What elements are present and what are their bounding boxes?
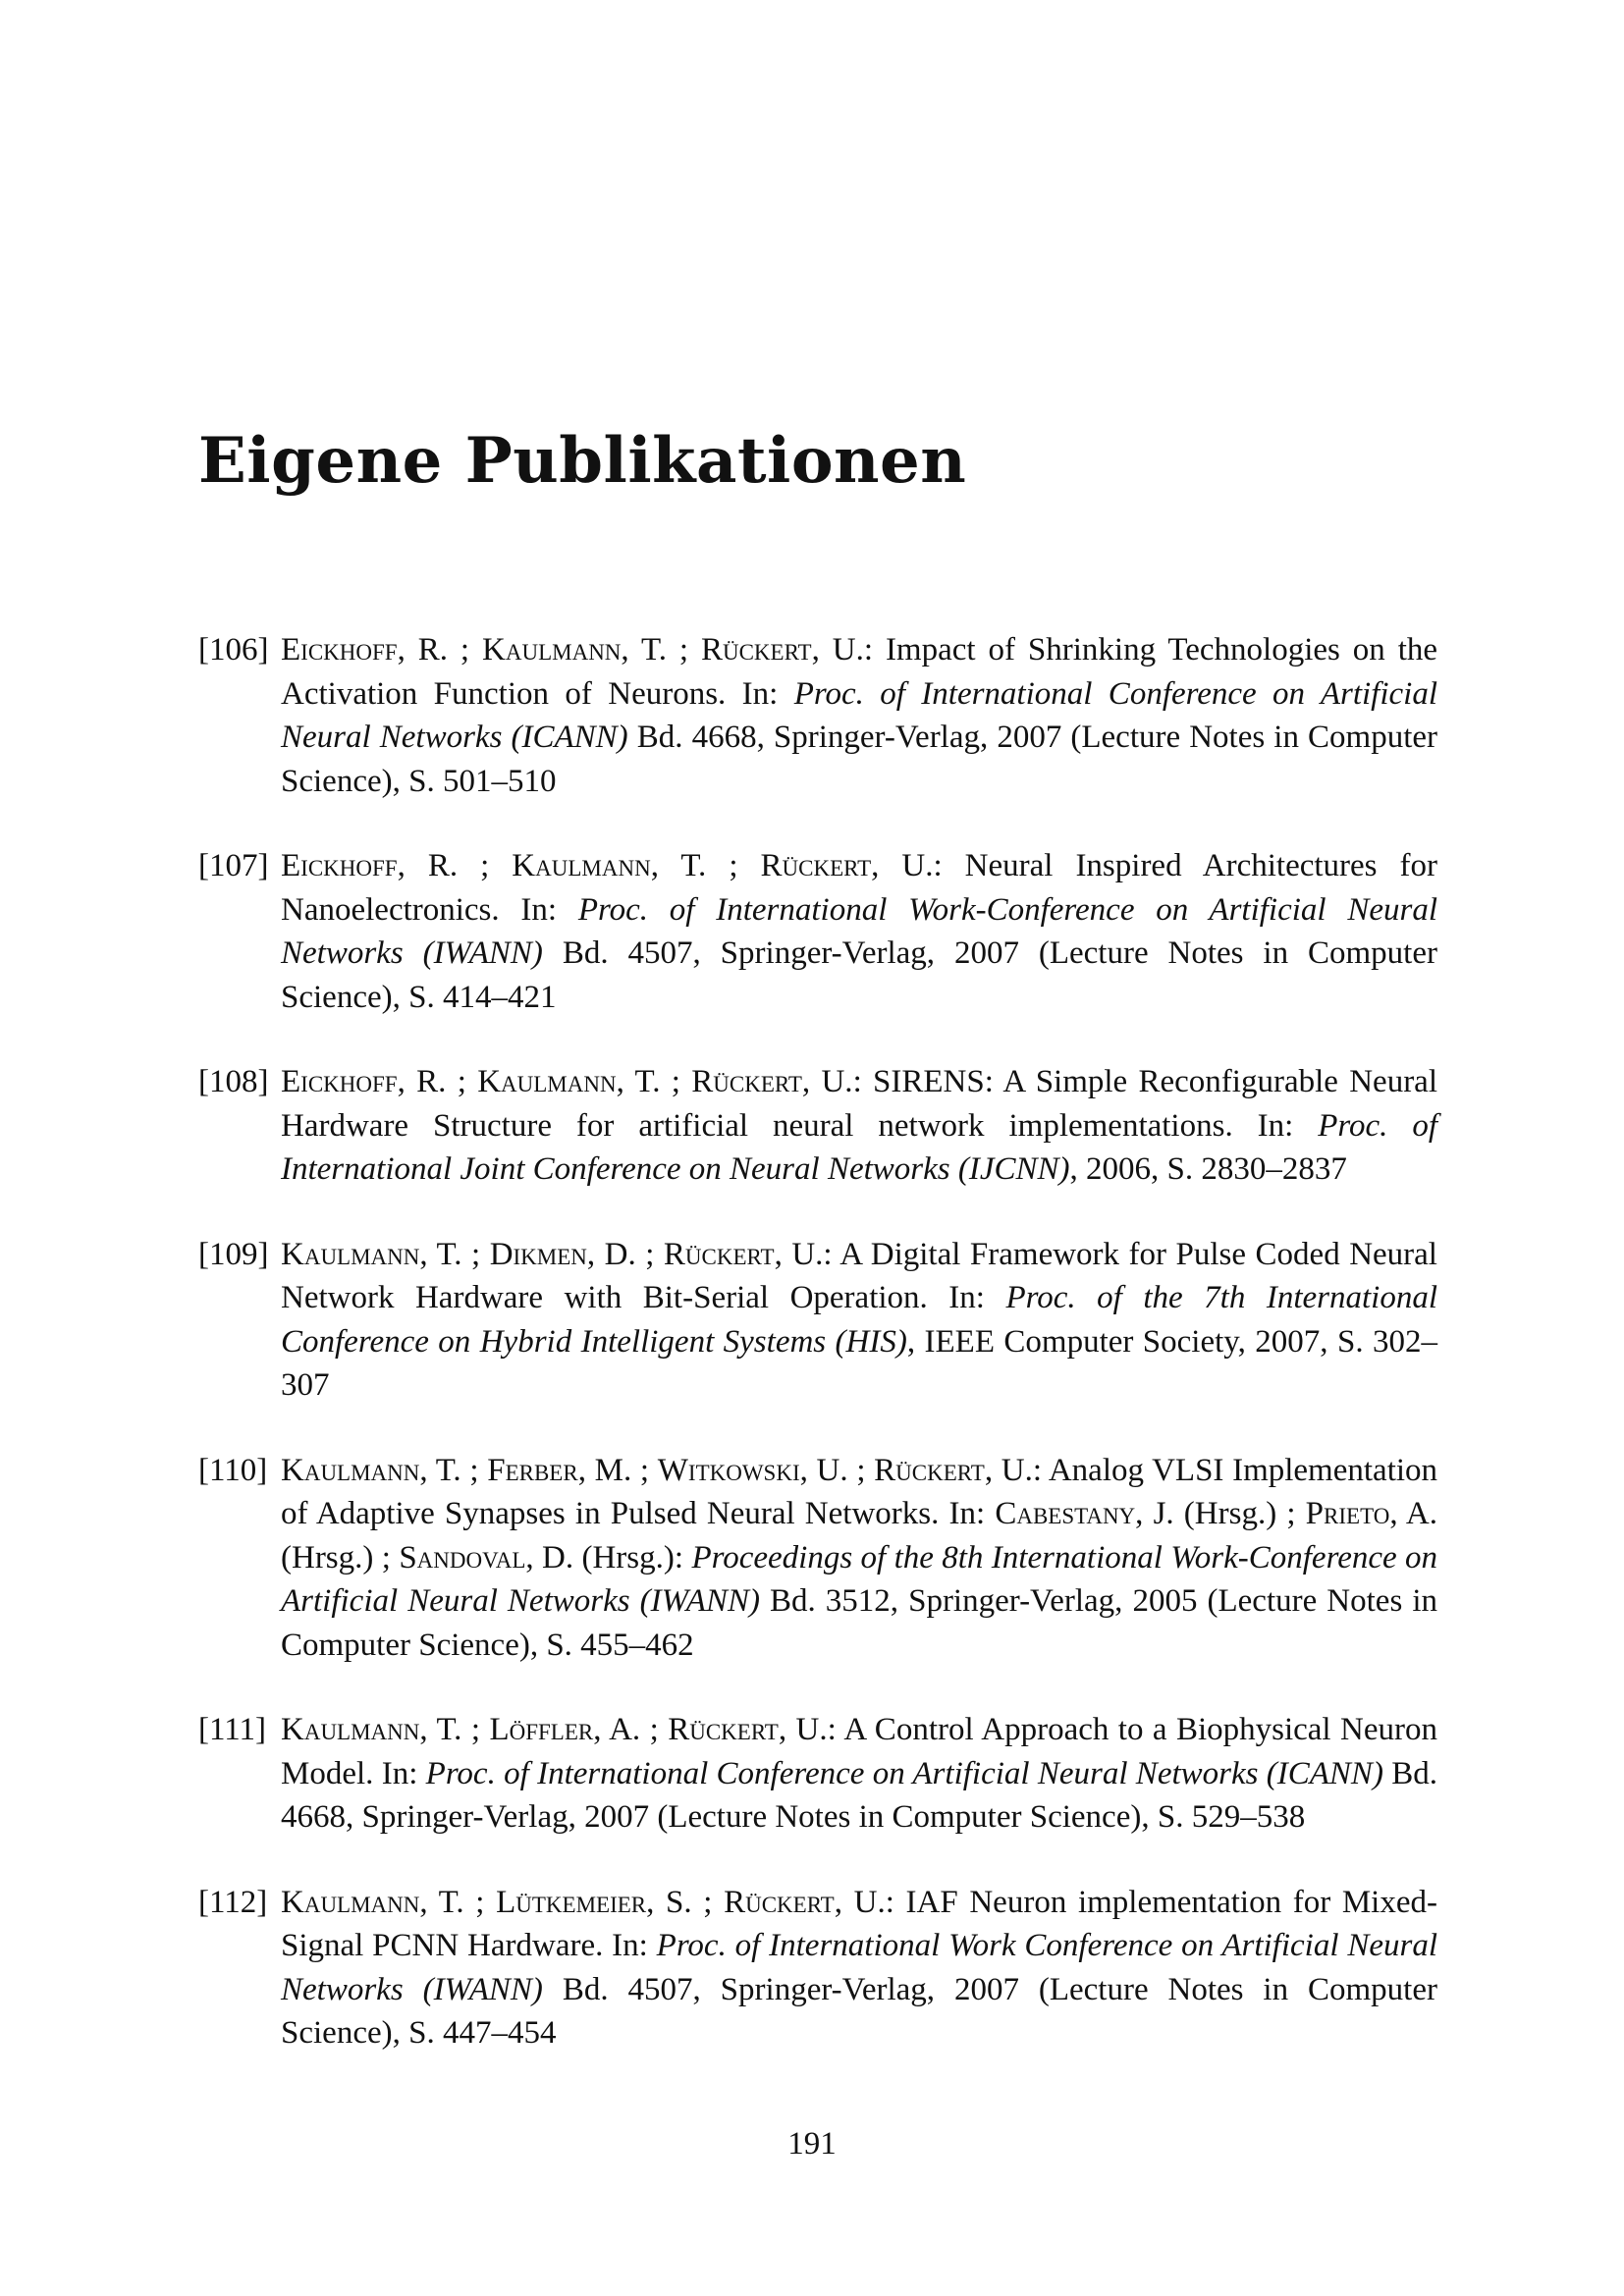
author-initials: , U. <box>834 1884 886 1920</box>
reference-details: Bd. 4507, Springer-Verlag, 2007 (Lecture Notes in Computer Science), S. 414–421 <box>281 935 1437 1015</box>
editor-lastname: Sandoval <box>399 1539 526 1575</box>
reference-venue: Proc. of International Conference on Artificial Neural Networks (ICANN) <box>281 675 1437 755</box>
author-lastname: Kaulmann <box>281 1712 420 1747</box>
author-lastname: Kaulmann <box>281 1236 420 1272</box>
author-lastname: Kaulmann <box>477 1064 617 1099</box>
author-lastname: Eickhoff <box>281 848 398 883</box>
author-initials: , U. <box>871 848 934 883</box>
reference-entry: [109] Kaulmann, T. ; Dikmen, D. ; Rückert, U.: A Digital Framework for Pulse Coded Neural Network Hardware with Bit-Serial Operation. In: Proc. of the 7th International Conference on Hybrid Intelligent Systems (HIS), IEEE Computer Society, 2007, S. 302–307 <box>198 1233 1437 1408</box>
page-title: Eigene Publikationen <box>198 424 967 498</box>
author-lastname: Kaulmann <box>281 1884 420 1920</box>
reference-details: , 2006, S. 2830–2837 <box>1069 1151 1347 1187</box>
reference-venue: Proceedings of the 8th International Work-Conference on Artificial Neural Networks (IWANN) <box>281 1539 1437 1619</box>
author-lastname: Lütkemeier <box>496 1884 647 1920</box>
reference-title: : Analog VLSI Implementation of Adaptive Synapses in Pulsed Neural Networks. In: <box>281 1452 1438 1531</box>
author-lastname: Rückert <box>668 1712 779 1747</box>
editor-lastname: Cabestany <box>995 1496 1136 1531</box>
author-lastname: Kaulmann <box>512 848 651 883</box>
author-lastname: Rückert <box>691 1064 802 1099</box>
reference-venue: Proc. of International Joint Conference on Neural Networks (IJCNN) <box>281 1107 1437 1187</box>
editor-initials: , A. (Hrsg.) <box>281 1496 1437 1575</box>
reference-venue: Proc. of International Work Conference on Artificial Neural Networks (IWANN) <box>281 1928 1437 2007</box>
reference-details: Bd. 4668, Springer-Verlag, 2007 (Lecture Notes in Computer Science), S. 529–538 <box>281 1755 1437 1835</box>
reference-number: [110] <box>198 1452 268 1488</box>
reference-title: : A Control Approach to a Biophysical Neuron Model. In: <box>281 1712 1437 1791</box>
author-initials: , T. <box>419 1884 464 1920</box>
reference-list <box>198 628 1437 2097</box>
reference-venue: Proc. of International Work-Conference on Artificial Neural Networks (IWANN) <box>281 891 1438 971</box>
author-initials: , A. <box>593 1712 641 1747</box>
reference-venue: Proc. of International Conference on Artificial Neural Networks (ICANN) <box>425 1755 1383 1791</box>
reference-details: Bd. 3512, Springer-Verlag, 2005 (Lecture Notes in Computer Science), S. 455–462 <box>281 1583 1438 1663</box>
author-lastname: Rückert <box>760 848 872 883</box>
author-lastname: Eickhoff <box>281 632 398 667</box>
author-initials: , U. <box>811 632 864 667</box>
author-initials: , R. <box>397 632 449 667</box>
reference-number: [112] <box>198 1884 268 1920</box>
author-lastname: Witkowski <box>657 1452 800 1488</box>
reference-number: [108] <box>198 1064 269 1099</box>
reference-venue: Proc. of the 7th International Conference on Hybrid Intelligent Systems (HIS) <box>281 1280 1437 1360</box>
author-lastname: Rückert <box>874 1452 985 1488</box>
author-initials: , M. <box>577 1452 632 1488</box>
reference-number: [107] <box>198 848 269 883</box>
author-lastname: Löffler <box>489 1712 594 1747</box>
reference-entry: [108] Eickhoff, R. ; Kaulmann, T. ; Rückert, U.: SIRENS: A Simple Reconfigurable Neural Hardware Structure for artificial neural network implementations. In: Proc. of International Joint Conference on Neural Networks (IJCNN), 2006, S. 2830–2837 <box>198 1060 1437 1192</box>
reference-entry: [107] Eickhoff, R. ; Kaulmann, T. ; Rückert, U.: Neural Inspired Architectures for Nanoelectronics. In: Proc. of International Work-Conference on Artificial Neural Networks (IWANN) Bd. 4507, Springer-Verlag, 2007 (Lecture Notes in Computer Science), S. 414–421 <box>198 844 1437 1019</box>
reference-title: : SIRENS: A Simple Reconfigurable Neural Hardware Structure for artificial neural network implementations. In: <box>281 1064 1437 1144</box>
author-lastname: Dikmen <box>489 1236 587 1272</box>
author-lastname: Kaulmann <box>281 1452 420 1488</box>
reference-entry: [110] Kaulmann, T. ; Ferber, M. ; Witkowski, U. ; Rückert, U.: Analog VLSI Implementation of Adaptive Synapses in Pulsed Neural Networks. In: Cabestany, J. (Hrsg.) ; Prieto, A. (Hrsg.) ; Sandoval, D. (Hrsg.): Proceedings of the 8th International Work-Conference on Artificial Neural Networks (IWANN) Bd. 3512, Springer-Verlag, 2005 (Lecture Notes in Computer Science), S. 455–462 <box>198 1449 1437 1668</box>
reference-title: : Neural Inspired Architectures for Nanoelectronics. In: <box>281 848 1437 928</box>
author-lastname: Kaulmann <box>482 632 622 667</box>
author-initials: , T. <box>621 632 667 667</box>
editors-separator: : <box>674 1539 692 1575</box>
reference-title: : IAF Neuron implementation for Mixed-Signal PCNN Hardware. In: <box>281 1884 1437 1963</box>
page-number: 191 <box>787 2126 837 2162</box>
reference-entry: [111] Kaulmann, T. ; Löffler, A. ; Rückert, U.: A Control Approach to a Biophysical Neuron Model. In: Proc. of International Conference on Artificial Neural Networks (ICANN) Bd. 4668, Springer-Verlag, 2007 (Lecture Notes in Computer Science), S. 529–538 <box>198 1708 1437 1840</box>
reference-details: Bd. 4507, Springer-Verlag, 2007 (Lecture Notes in Computer Science), S. 447–454 <box>281 1971 1437 2051</box>
author-lastname: Rückert <box>663 1236 775 1272</box>
author-initials: , R. <box>397 1064 447 1099</box>
author-lastname: Ferber <box>487 1452 578 1488</box>
author-initials: , U. <box>799 1452 848 1488</box>
author-initials: , D. <box>586 1236 636 1272</box>
author-lastname: Rückert <box>700 632 812 667</box>
author-initials: , U. <box>984 1452 1033 1488</box>
author-initials: , T. <box>616 1064 661 1099</box>
reference-details: , IEEE Computer Society, 2007, S. 302–307 <box>281 1323 1437 1403</box>
author-initials: , T. <box>419 1452 461 1488</box>
reference-number: [109] <box>198 1236 269 1272</box>
author-initials: , S. <box>646 1884 692 1920</box>
editor-initials: , J. (Hrsg.) <box>1135 1496 1277 1531</box>
author-initials: , R. <box>397 848 459 883</box>
author-initials: , U. <box>778 1712 828 1747</box>
reference-number: [106] <box>198 632 269 667</box>
author-lastname: Rückert <box>724 1884 835 1920</box>
author-initials: , T. <box>419 1712 462 1747</box>
author-initials: , U. <box>801 1064 853 1099</box>
author-initials: , T. <box>650 848 707 883</box>
reference-title: : A Digital Framework for Pulse Coded Neural Network Hardware with Bit-Serial Operation. In: <box>281 1236 1437 1315</box>
reference-number: [111] <box>198 1712 267 1747</box>
reference-details: Bd. 4668, Springer-Verlag, 2007 (Lecture Notes in Computer Science), S. 501–510 <box>281 720 1438 799</box>
editor-initials: , D. (Hrsg.) <box>525 1539 675 1575</box>
editor-lastname: Prieto <box>1305 1496 1390 1531</box>
author-initials: , U. <box>774 1236 824 1272</box>
reference-entry: [106] Eickhoff, R. ; Kaulmann, T. ; Rückert, U.: Impact of Shrinking Technologies on the Activation Function of Neurons. In: Proc. of International Conference on Artificial Neural Networks (ICANN) Bd. 4668, Springer-Verlag, 2007 (Lecture Notes in Computer Science), S. 501–510 <box>198 628 1437 803</box>
author-lastname: Eickhoff <box>281 1064 398 1099</box>
reference-entry: [112] Kaulmann, T. ; Lütkemeier, S. ; Rückert, U.: IAF Neuron implementation for Mixed-Signal PCNN Hardware. In: Proc. of International Work Conference on Artificial Neural Networks (IWANN) Bd. 4507, Springer-Verlag, 2007 (Lecture Notes in Computer Science), S. 447–454 <box>198 1881 1437 2056</box>
reference-title: : Impact of Shrinking Technologies on the Activation Function of Neurons. In: <box>281 632 1438 712</box>
author-initials: , T. <box>419 1236 462 1272</box>
